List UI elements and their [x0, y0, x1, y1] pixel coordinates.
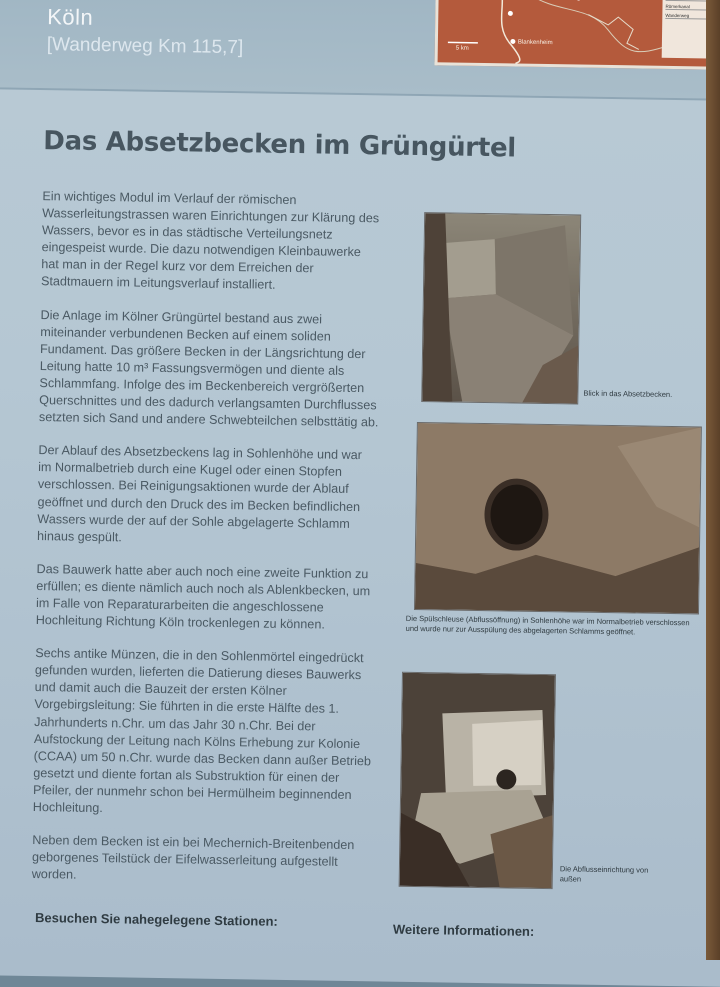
- photo-drain-outside: [399, 672, 556, 889]
- photo-flush-gate: [414, 422, 702, 614]
- header-city: Köln: [47, 4, 93, 31]
- photo-caption: Die Spülschleuse (Abflussöffnung) in Sohlenhöhe war im Normalbetrieb verschlossen und wurde nur zur Ausspülung des abgelagerten Schlamms geöffnet.: [406, 614, 696, 639]
- photo-caption: Blick in das Absetzbecken.: [583, 389, 683, 401]
- paragraph: Der Ablauf des Absetzbeckens lag in Sohlenhöhe und war im Normalbetrieb durch eine Kugel oder einen Stopfen verschlossen. Bei Reinigungsaktionen wurde der Ablauf geöffnet und durch den Druck des im Becken befindlichen Wassers wurde der auf der Sohle abgelagerte Schlamm hinaus gespült.: [37, 442, 379, 550]
- route-map: [435, 0, 720, 70]
- legend-item: Wanderweg: [665, 13, 720, 20]
- photo-settling-basin: [421, 212, 581, 404]
- page-title: Das Absetzbecken im Grüngürtel: [43, 126, 516, 163]
- paragraph: Neben dem Becken ist ein bei Mechernich-Breitenbenden geborgenes Teilstück der Eifelwasserleitung aufgestellt worden.: [32, 832, 373, 889]
- paragraph: Sechs antike Münzen, die in den Sohlenmörtel eingedrückt gefunden wurden, lieferten die Datierung dieses Bauwerks und damit auch die Bauzeit der ersten Kölner Vorgebirgsleitung: Sie führten in die erste Hälfte des 1. Jahrhunderts n.Chr. um das Jahr 30 n.Chr. Bei der Aufstockung der Leitung nach Kölns Erhebung zur Kolonie (CCAA) um 50 n.Chr. wurde das Becken dann außer Betrieb gesetzt und diente fortan als Substruktion für einen der Pfeiler, der nunmehr schon bei Hermülheim beginnenden Hochleitung.: [33, 645, 376, 821]
- legend-item: Römerkanal: [665, 4, 720, 11]
- paragraph: Die Anlage im Kölner Grüngürtel bestand aus zwei miteinander verbundenen Becken auf einem soliden Fundament. Das größere Becken in der Längsrichtung der Leitung hatte 10 m³ Fassungsvermögen und diente als Schlammfang. Infolge des im Beckenbereich vergrößerten Querschnittes und des dadurch verlangsamten Durchflusses setzten sich Sand und andere Schwebteilchen selbsttätig ab.: [39, 307, 381, 432]
- photo-caption: Die Abflusseinrichtung von außen: [560, 864, 650, 885]
- map-scale: 5 km: [456, 46, 469, 52]
- header-band: [0, 0, 720, 101]
- wooden-post: [706, 0, 720, 960]
- paragraph: Ein wichtiges Modul im Verlauf der römischen Wasserleitungstrassen waren Einrichtungen zur Klärung des Wassers, bevor es in das städtische Verteilungsnetz eingespeist wurde. Die dazu notwendigen Kleinbauwerke hat man in der Regel kurz vor dem Erreichen der Stadtmauern im Leitungsverlauf installiert.: [41, 188, 383, 296]
- header-km-marker: [Wanderweg Km 115,7]: [47, 34, 244, 59]
- further-info-heading: Weitere Informationen:: [393, 922, 535, 939]
- map-place: Blankenheim: [518, 40, 553, 47]
- nearby-stations-heading: Besuchen Sie nahegelegene Stationen:: [35, 910, 278, 929]
- body-text: [31, 188, 382, 905]
- paragraph: Das Bauwerk hatte aber auch noch eine zweite Funktion zu erfüllen; es diente nämlich auch noch als Ablenkbecken, um im Falle von Reparaturarbeiten die angeschlossene Hochleitung Richtung Köln trockenlegen zu können.: [36, 561, 377, 635]
